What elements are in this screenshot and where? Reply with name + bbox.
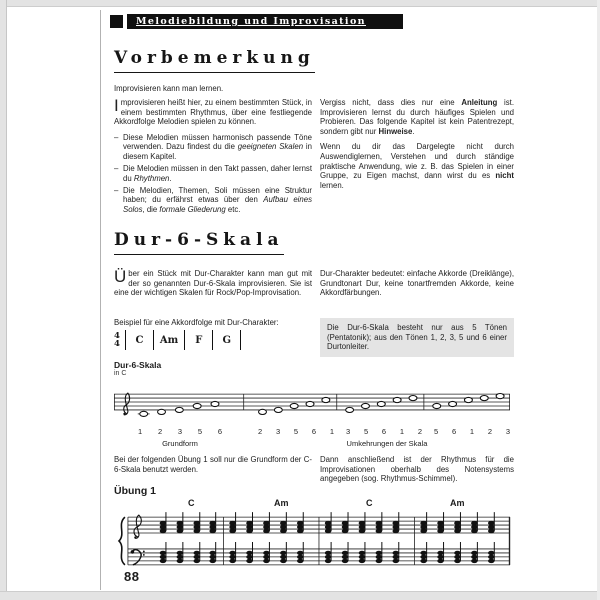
bullet-item bbox=[114, 186, 312, 215]
scale-degree: 2 bbox=[417, 427, 422, 436]
scan-edge-top bbox=[0, 0, 600, 7]
grand-staff-svg bbox=[114, 507, 512, 571]
uebung-instruction-right: Dann anschließend ist der Rhythmus für die Improvisationen oberhalb des Notensystems angegeben (sog. Rhythmus-Schimmel). bbox=[320, 455, 514, 484]
scale-degree: 6 bbox=[311, 427, 317, 436]
scan-edge-bottom bbox=[0, 591, 600, 600]
bullet-item bbox=[114, 164, 312, 183]
scale-degree: 6 bbox=[381, 427, 387, 436]
scale-degree: 5 bbox=[363, 427, 369, 436]
uebung-instruction-left: Bei der folgenden Übung 1 soll nur die Grundform der C-6-Skala benutzt werden. bbox=[114, 455, 312, 474]
treble-chord-stacks bbox=[160, 512, 495, 533]
umkehrung1-numbers bbox=[258, 427, 334, 436]
chord-symbol: G bbox=[212, 330, 240, 350]
bullet-text: Die Melodien, Themen, Soli müssen eine Struktur haben; du erfährst etwas über den Aufbau eines Solos, die formale Gliederung etc. bbox=[123, 185, 312, 214]
grundform-numbers bbox=[138, 427, 222, 436]
chord-symbol: C bbox=[125, 330, 153, 350]
warning-paragraph: Wenn du dir das Dargelegte nicht durch Auswendiglernen, Verstehen und durch ständige praktische Anwendung, wie z. B. das Spielen in einer Gruppe, zu Eigen machst, dann wirst du es nicht lernen. bbox=[320, 142, 514, 190]
exercise-chord-symbol: C bbox=[188, 498, 195, 508]
scale-degree: 3 bbox=[177, 427, 183, 436]
scale-degree: 5 bbox=[434, 427, 439, 436]
drop-cap: Ü bbox=[114, 267, 127, 286]
exercise-chord-symbol: Am bbox=[450, 498, 465, 508]
umkehrung3-numbers bbox=[434, 427, 510, 436]
notation-label: Dur-6-Skala bbox=[114, 360, 162, 370]
time-signature bbox=[114, 330, 120, 350]
section-title-dur6: Dur-6-Skala bbox=[114, 230, 284, 255]
chapter-title: Melodiebildung und Improvisation bbox=[136, 16, 366, 27]
time-signature-top: 4 bbox=[114, 331, 120, 341]
exercise-notation bbox=[114, 498, 512, 578]
exercise-title: Übung 1 bbox=[114, 485, 156, 497]
chapter-header-bar bbox=[127, 14, 403, 29]
scale-degree: 1 bbox=[138, 427, 143, 436]
bullet-text: Diese Melodien müssen harmonisch passende Töne verwenden. Dazu findest du die geeigneten Skalen in diesem Kapitel. bbox=[123, 132, 312, 161]
dur6-right-column bbox=[320, 269, 514, 304]
bullet-dash: – bbox=[114, 185, 119, 195]
scale-degree: 1 bbox=[399, 427, 405, 436]
scale-degree: 5 bbox=[293, 427, 299, 436]
drop-cap: I bbox=[114, 96, 119, 115]
scale-degree: 3 bbox=[346, 427, 351, 436]
chord-symbol: Am bbox=[153, 330, 184, 350]
scale-degree: 2 bbox=[258, 427, 263, 436]
exercise-chord-symbol: C bbox=[366, 498, 373, 508]
dur6-intro-paragraph: Über ein Stück mit Dur-Charakter kann man gut mit der so genannten Dur-6-Skala improvisieren. Sie ist eine der wichtigen Skalen für Rock/Pop-Improvisation. bbox=[114, 267, 312, 298]
scale-degree: 6 bbox=[451, 427, 457, 436]
chord-cells bbox=[125, 330, 241, 350]
page-number: 88 bbox=[124, 569, 140, 584]
umkehrung2-numbers bbox=[346, 427, 422, 436]
scale-staff-svg bbox=[114, 384, 510, 424]
info-box: Die Dur-6-Skala besteht nur aus 5 Tönen (Pentatonik); aus den Tönen 1, 2, 3, 5 und 6 einer Durtonleiter. bbox=[320, 318, 514, 357]
chord-progression bbox=[114, 330, 241, 350]
bullet-dash: – bbox=[114, 164, 119, 174]
bass-chord-stacks bbox=[160, 542, 495, 563]
scan-edge-left bbox=[0, 0, 7, 600]
umkehrungen-label: Umkehrungen der Skala bbox=[346, 439, 428, 448]
treble-clef-icon bbox=[123, 393, 129, 415]
dur-charakter-paragraph: Dur-Charakter bedeutet: einfache Akkorde (Dreiklänge), Grundtonart Dur, keine tonartfremden Akkorde, keine Akkordfärbungen. bbox=[320, 269, 514, 298]
chapter-marker-square bbox=[110, 15, 123, 28]
time-signature-bottom: 4 bbox=[114, 339, 120, 349]
chord-example-label: Beispiel für eine Akkordfolge mit Dur-Charakter: bbox=[114, 318, 279, 327]
scale-degree: 1 bbox=[329, 427, 334, 436]
chord-symbol: F bbox=[184, 330, 212, 350]
scale-degree: 2 bbox=[487, 427, 493, 436]
scale-degree: 1 bbox=[469, 427, 475, 436]
hint-paragraph: Vergiss nicht, dass dies nur eine Anleitung ist. Improvisieren lernst du durch häufiges Spielen und Probieren. Das folgende Kapitel ist kein Patentrezept, sondern gibt nur Hinweise. bbox=[320, 98, 515, 136]
treble-clef-icon bbox=[134, 515, 141, 539]
dur6-left-column bbox=[114, 269, 312, 304]
section-subtitle: Improvisieren kann man lernen. bbox=[114, 84, 224, 93]
bullet-text: Die Melodien müssen in den Takt passen, daher lernst du Rhythmen. bbox=[123, 164, 312, 183]
scale-degree: 6 bbox=[217, 427, 222, 436]
exercise-chord-symbol: Am bbox=[274, 498, 289, 508]
intro-paragraph: Improvisieren heißt hier, zu einem bestimmten Stück, in einem bestimmten Rhythmus, über eine festliegende Akkordfolge Melodien spielen zu können. bbox=[114, 96, 312, 127]
bullet-item bbox=[114, 133, 312, 162]
scale-degree: 3 bbox=[505, 427, 510, 436]
grundform-label: Grundform bbox=[162, 439, 198, 448]
scale-degree: 3 bbox=[275, 427, 281, 436]
section-title-vorbemerkung: Vorbemerkung bbox=[114, 48, 315, 73]
scale-degree: 5 bbox=[197, 427, 203, 436]
vorbemerkung-left-column bbox=[114, 98, 312, 215]
bullet-dash: – bbox=[114, 132, 119, 142]
vorbemerkung-right-column bbox=[320, 98, 514, 196]
notation-key-label: in C bbox=[114, 370, 127, 377]
margin-rule bbox=[100, 10, 101, 590]
scale-degree: 2 bbox=[157, 427, 163, 436]
staff-brace-icon bbox=[119, 517, 125, 565]
scale-notation bbox=[114, 360, 510, 452]
